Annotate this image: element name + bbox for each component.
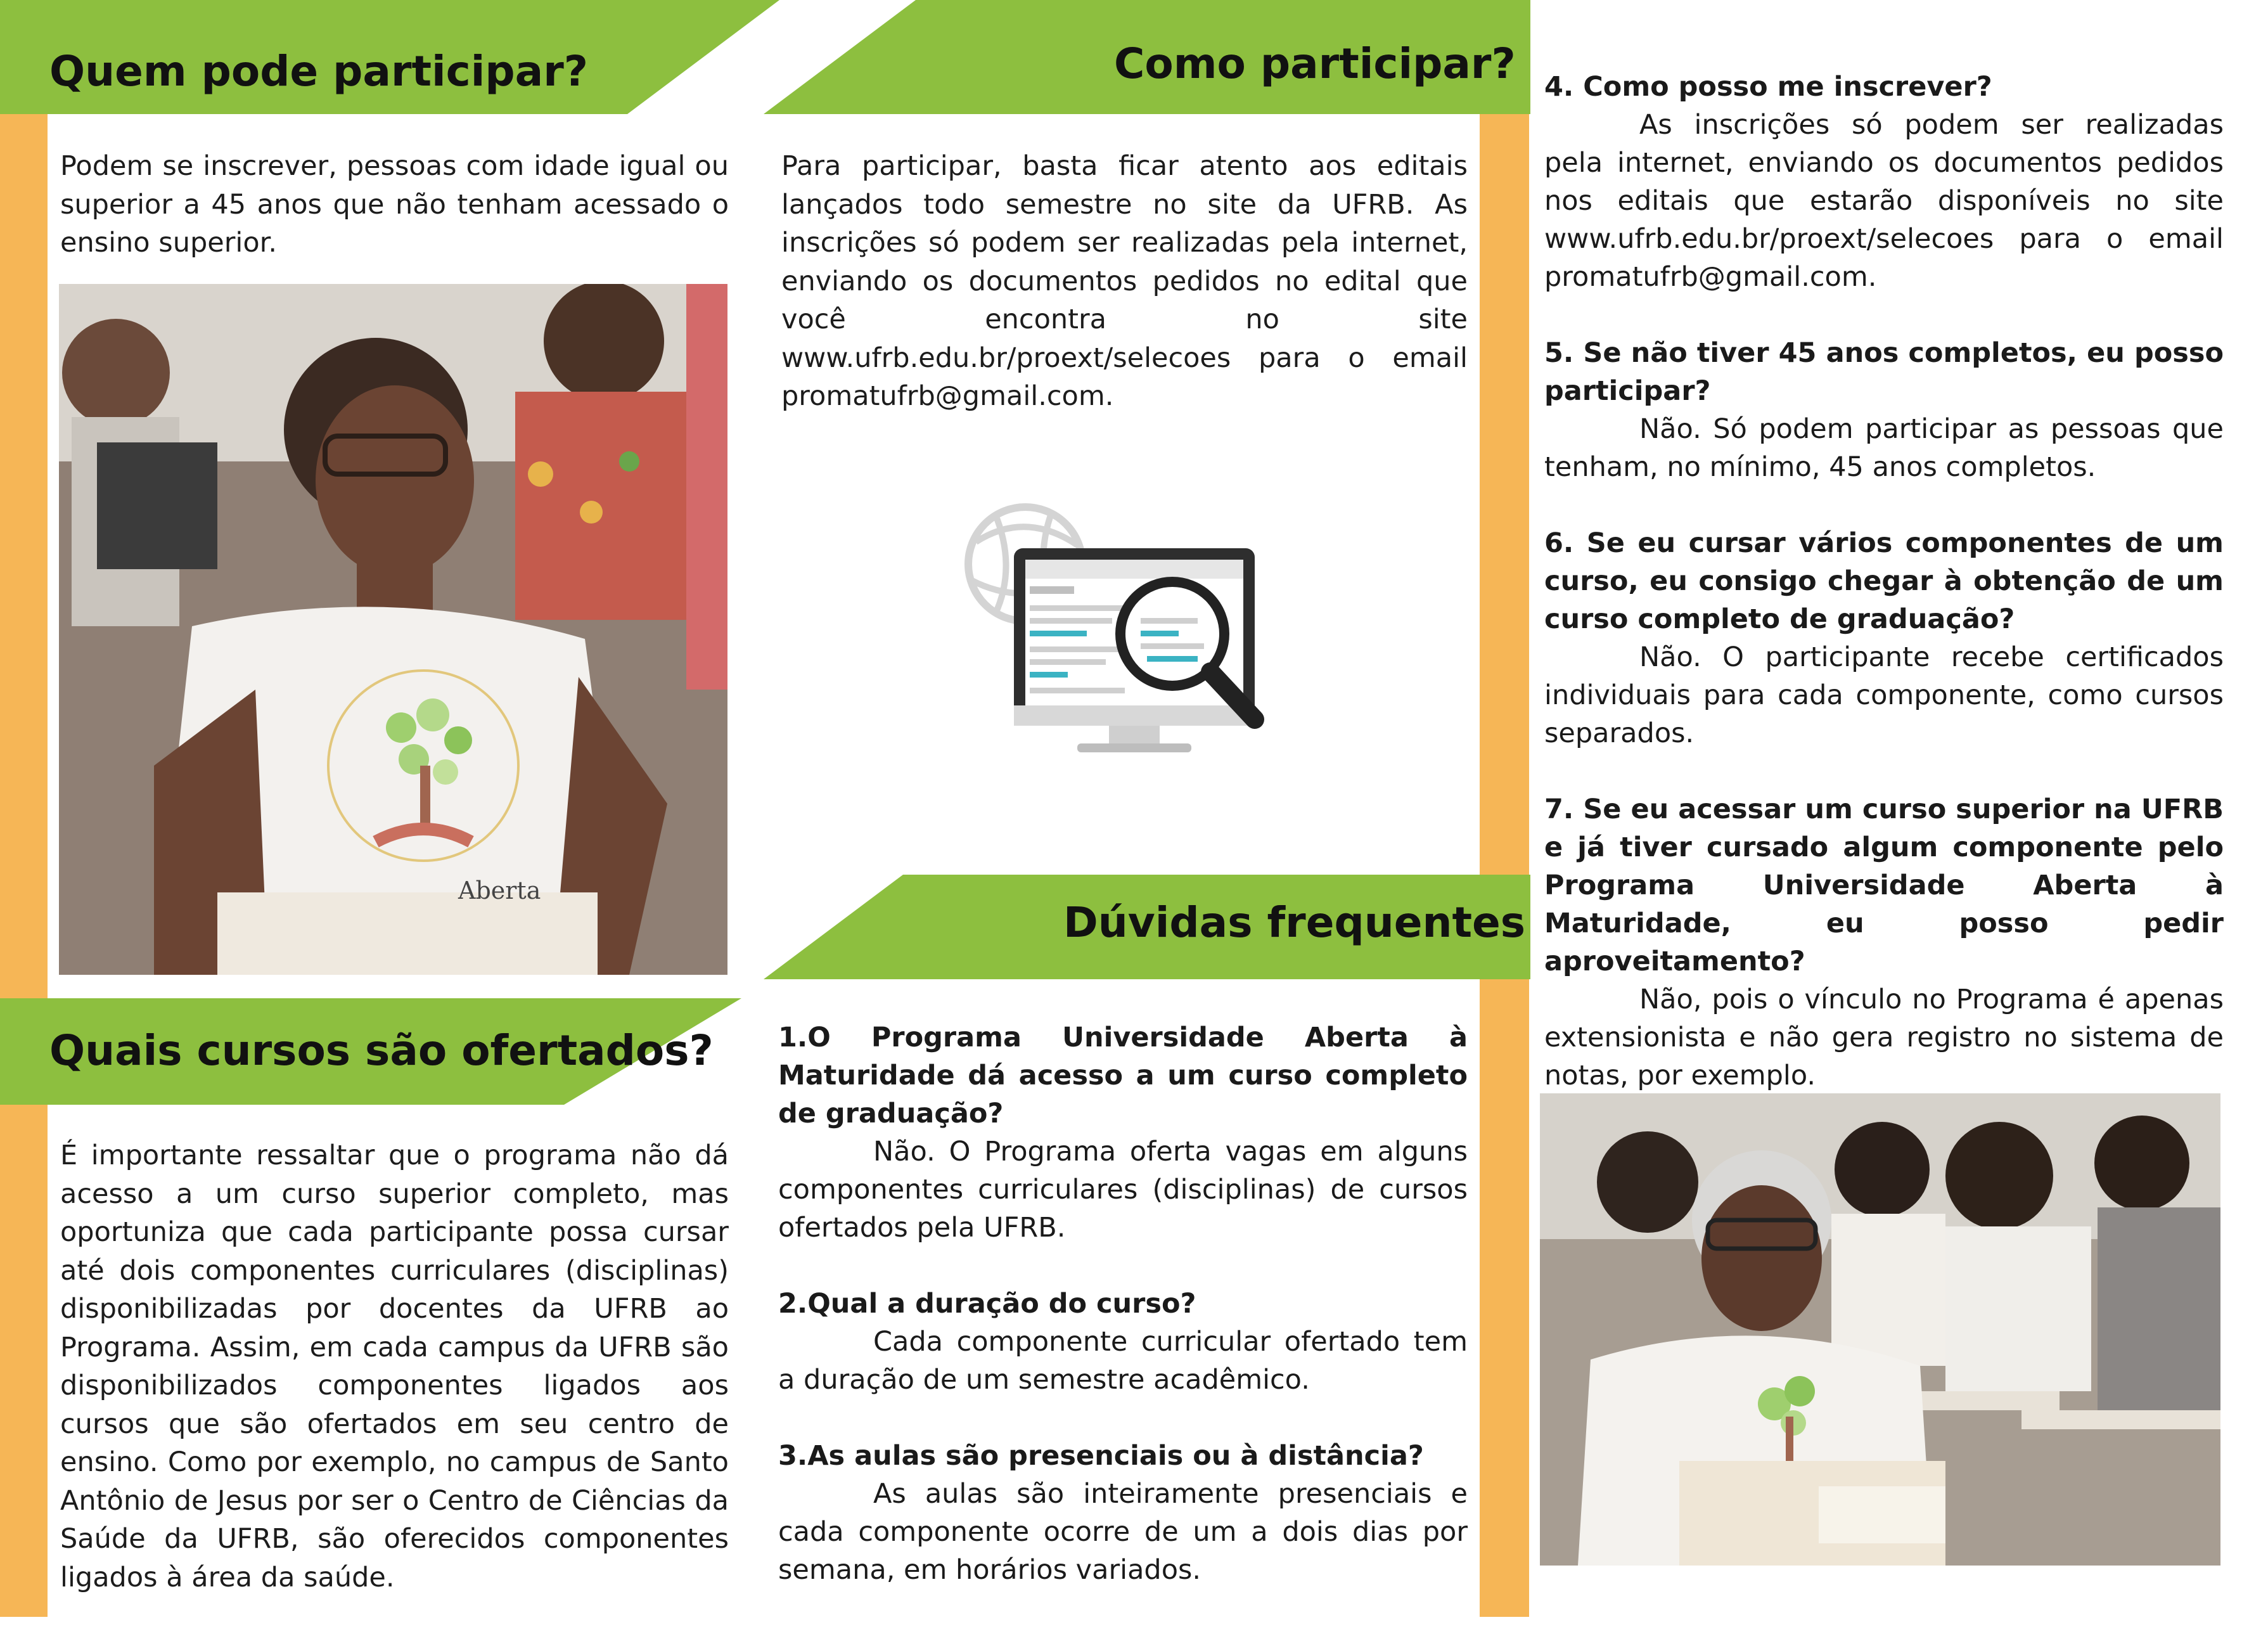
faq-item-7 [1544,790,2224,1095]
faq-item-1 [778,1019,1468,1247]
middle-orange-stripe [1480,114,1529,1617]
heading-courses-offered: Quais cursos são ofertados? [49,1026,714,1075]
faq-answer: Não. O Programa oferta vagas em alguns componentes curriculares (disciplinas) de cursos ofertados pela UFRB. [778,1136,1468,1244]
heading-who-can-participate: Quem pode participar? [49,47,589,96]
faq-list-col2 [778,1019,1468,1627]
heading-how-to-participate: Como participar? [1114,39,1516,88]
faq-answer: Cada componente curricular ofertado tem a duração de um semestre acadêmico. [778,1326,1468,1396]
faq-question: 3.As aulas são presenciais ou à distância? [778,1440,1424,1472]
faq-item-2 [778,1285,1468,1399]
faq-answer: As aulas são inteiramente presenciais e cada componente ocorre de um a dois dias por semana, em horários variados. [778,1478,1468,1586]
courses-offered-text: É importante ressaltar que o programa não dá acesso a um curso superior completo, mas oportuniza que cada participante possa cursar até dois componentes curriculares (disciplinas) disponibilizadas por docentes da UFRB ao Programa. Assim, em cada campus da UFRB são disponibilizados componentes ligados aos cursos que são ofertados em seu centro de ensino. Como por exemplo, no campus de Santo Antônio de Jesus por ser o Centro de Ciências da Saúde da UFRB, são oferecidos componentes ligados à área da saúde. [60,1140,729,1593]
faq-answer: Não. O participante recebe certificados individuais para cada componente, como cursos separados. [1544,641,2224,749]
faq-item-4 [1544,68,2224,296]
how-to-participate-text: Para participar, basta ficar atento aos editais lançados todo semestre no site da UFRB. As inscrições só podem ser realizadas pela internet, enviando os documentos pedidos no edital que você encontra no site www.ufrb.edu.br/proext/selecoes para o email promatufrb@gmail.com. [781,150,1468,412]
photo-classroom [1540,1093,2220,1566]
faq-question: 1.O Programa Universidade Aberta à Maturidade dá acesso a um curso completo de graduação? [778,1022,1468,1129]
photo1-shirt-text: Aberta [458,877,541,904]
faq-question: 2.Qual a duração do curso? [778,1288,1196,1320]
faq-item-5 [1544,334,2224,486]
who-can-participate-text: Podem se inscrever, pessoas com idade igual ou superior a 45 anos que não tenham acessado o ensino superior. [60,150,729,259]
faq-list-col3 [1544,68,2224,1133]
faq-answer: Não. Só podem participar as pessoas que tenham, no mínimo, 45 anos completos. [1544,413,2224,483]
left-orange-stripe [0,114,48,1617]
faq-item-3 [778,1437,1468,1589]
heading-faq: Dúvidas frequentes [1063,898,1526,947]
photo-participant-woman [59,284,727,975]
faq-question: 6. Se eu cursar vários componentes de um curso, eu consigo chegar à obtenção de um curso completo de graduação? [1544,527,2224,635]
faq-answer: As inscrições só podem ser realizadas pela internet, enviando os documentos pedidos nos editais que estarão disponíveis no site www.ufrb.edu.br/proext/selecoes para o email promatufrb@gmail.com. [1544,109,2224,293]
faq-question: 7. Se eu acessar um curso superior na UFRB e já tiver cursado algum componente pelo Programa Universidade Aberta à Maturidade, eu posso pedir aproveitamento? [1544,794,2224,977]
search-illustration [957,498,1286,764]
faq-question: 4. Como posso me inscrever? [1544,71,1992,103]
faq-answer: Não, pois o vínculo no Programa é apenas extensionista e não gera registro no sistema de notas, por exemplo. [1544,984,2224,1091]
faq-item-6 [1544,524,2224,752]
faq-question: 5. Se não tiver 45 anos completos, eu posso participar? [1544,337,2224,407]
